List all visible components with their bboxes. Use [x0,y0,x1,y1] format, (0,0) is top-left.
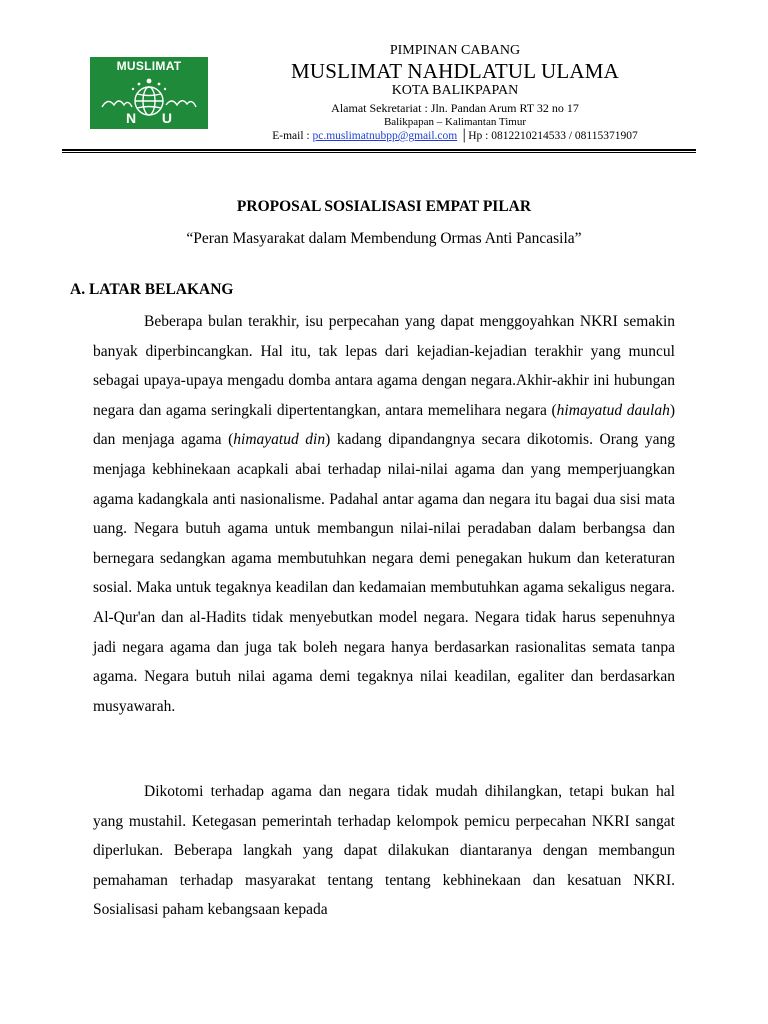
paragraph-1-italic-term-2: himayatud din [233,431,326,449]
email-link[interactable]: pc.muslimatnubpp@gmail.com [312,130,458,142]
document-subtitle: “Peran Masyarakat dalam Membendung Ormas Anti Pancasila” [186,230,582,247]
letterhead-level: PIMPINAN CABANG [389,43,521,58]
letterhead-divider-thick [62,149,696,151]
paragraph-1 [93,307,675,721]
letterhead-city: KOTA BALIKPAPAN [391,83,519,98]
organization-logo [90,57,208,129]
logo-wordmark: MUSLIMAT [116,59,182,73]
logo-letter-n: N [126,110,137,126]
paragraph-2: Dikotomi terhadap agama dan negara tidak mudah dihilangkan, tetapi bukan hal yang mustahil. Ketegasan pemerintah terhadap kelompok pemicu perpecahan NKRI sangat diperlukan. Beberapa langkah yang dapat dilakukan diantaranya dengan membangun pemahaman terhadap masyarakat tentang tentang kebhinekaan dan kesatuan NKRI. Sosialisasi paham kebangsaan kepada [93,783,675,919]
letterhead-region: Balikpapan – Kalimantan Timur [383,116,527,128]
document-title: PROPOSAL SOSIALISASI EMPAT PILAR [236,198,532,215]
phone-text: │Hp : 0812210214533 / 08115371907 [457,130,638,142]
letterhead-divider-thin [62,152,696,153]
paragraph-1-text-b: ) dan menjaga agama ( [93,401,675,449]
email-label: E-mail : [272,130,313,142]
paragraph-1-text-a: Beberapa bulan terakhir, isu perpecahan yang dapat menggoyahkan NKRI semakin banyak diperbincangkan. Hal itu, tak lepas dari kejadian-kejadian terakhir yang muncul sebagai upaya-upaya mengadu domba antara agama dengan negara.Akhir-akhir ini hubungan negara dan agama seringkali dipertentangkan, antara memelihara negara ( [93,313,675,419]
logo-letter-u: U [161,110,172,126]
letterhead-address: Alamat Sekretariat : Jln. Pandan Arum RT 32 no 17 [331,101,579,115]
section-heading: A. LATAR BELAKANG [70,281,234,298]
letterhead-contact [210,130,700,142]
letterhead-organization: MUSLIMAT NAHDLATUL ULAMA [291,59,619,83]
paragraph-1-text-c: ) kadang dipandangnya secara dikotomis. Orang yang menjaga kebhinekaan acapkali abai terhadap nilai-nilai agama dan yang memperjuangkan agama kadangkala anti nasionalisme. Padahal antar agama dan negara itu bagai dua sisi mata uang. Negara butuh agama untuk membangun nilai-nilai peradaban dalam berbangsa dan bernegara sedangkan agama membutuhkan negara demi penegakan hukum dan keteraturan sosial. Maka untuk tegaknya keadilan dan kedamaian membutuhkan agama sekaligus negara. Al-Qur'an dan al-Hadits tidak menyebutkan model negara. Negara tidak harus sepenuhnya jadi negara agama dan juga tak boleh negara hanya berdasarkan rasionalitas semata tanpa agama. Negara butuh nilai agama demi tegaknya nilai keadilan, egaliter dan berdasarkan musyawarah. [93,431,675,715]
paragraph-1-italic-term-1: himayatud daulah [556,401,670,419]
